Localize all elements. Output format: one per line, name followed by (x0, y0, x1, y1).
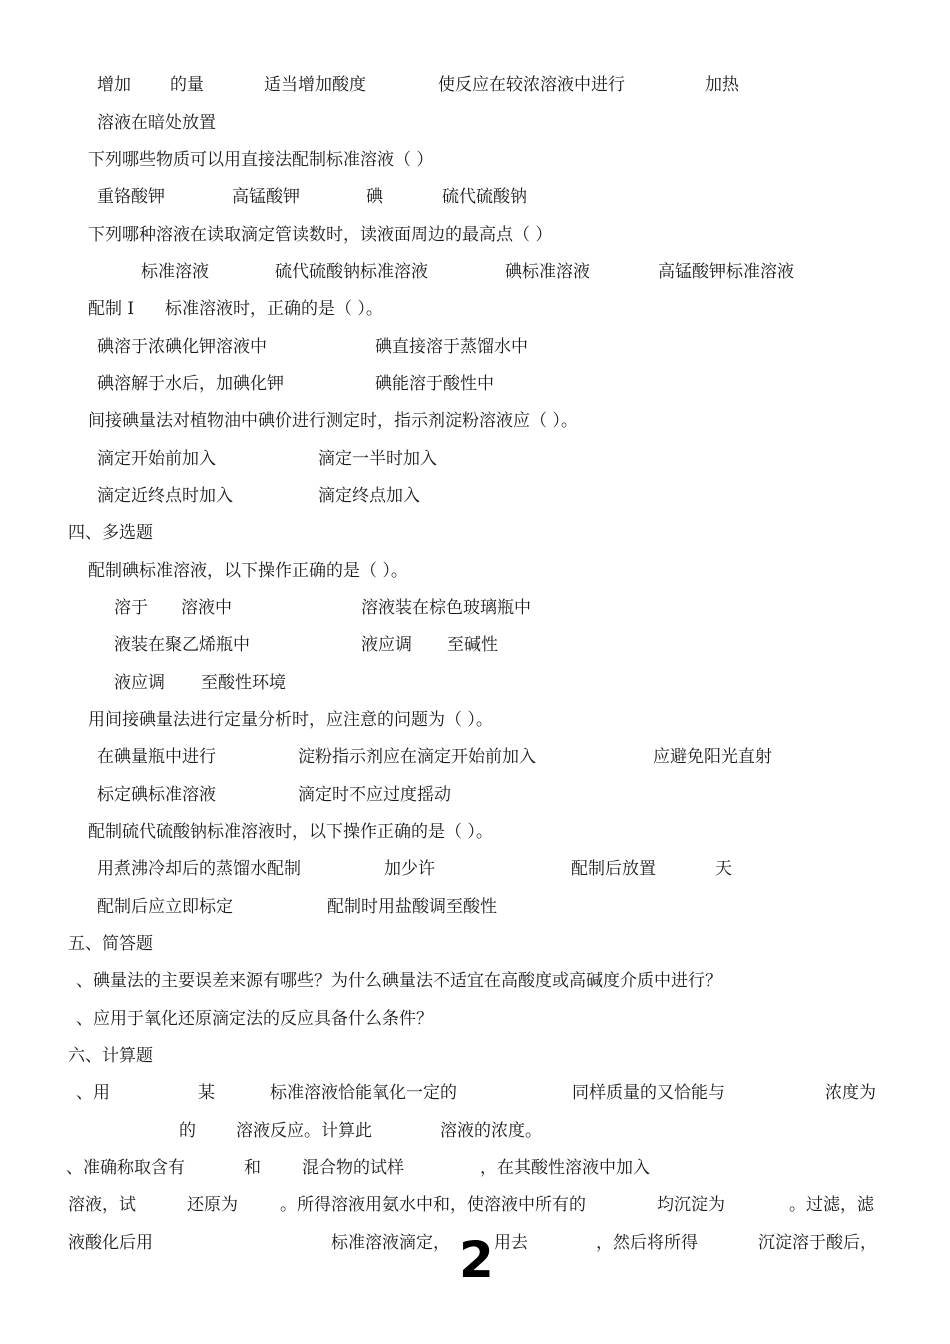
question-text: 的 (179, 1121, 196, 1141)
option-text: 滴定近终点时加入 (97, 486, 233, 506)
option-text: 至酸性环境 (201, 673, 286, 693)
option-text: 溶液装在棕色玻璃瓶中 (361, 598, 531, 618)
question-text: 溶液，试 (68, 1195, 136, 1215)
option-text: 碘能溶于酸性中 (375, 374, 494, 394)
option-text: 用煮沸冷却后的蒸馏水配制 (97, 859, 301, 879)
option-text: 淀粉指示剂应在滴定开始前加入 (298, 747, 536, 767)
text-line: 适当增加酸度 (264, 75, 366, 95)
option-text: 重铬酸钾 (97, 187, 165, 207)
question-text: 用去 (494, 1233, 528, 1253)
question-text: 配制碘标准溶液，以下操作正确的是（ ）。 (88, 561, 408, 581)
question-text: 、用 (76, 1083, 110, 1103)
page-number: 2 (459, 1231, 494, 1289)
option-text: 溶于 (114, 598, 148, 618)
question-text: 标准溶液时，正确的是（ ）。 (165, 299, 383, 319)
option-text: 配制后应立即标定 (97, 897, 233, 917)
option-text: 液应调 (361, 635, 412, 655)
question-text: 浓度为 (825, 1083, 876, 1103)
option-text: 硫代硫酸钠标准溶液 (275, 262, 428, 282)
question-text: 标准溶液滴定， (331, 1233, 450, 1253)
question-text: 溶液的浓度。 (440, 1121, 542, 1141)
option-text: 碘直接溶于蒸馏水中 (375, 337, 528, 357)
option-text: 标准溶液 (141, 262, 209, 282)
question-text: 。所得溶液用氨水中和，使溶液中所有的 (280, 1195, 586, 1215)
question-text: 下列哪些物质可以用直接法配制标准溶液（ ） (88, 150, 434, 170)
text-line: 使反应在较浓溶液中进行 (438, 75, 625, 95)
option-text: 标定碘标准溶液 (97, 785, 216, 805)
text-line: 溶液在暗处放置 (97, 113, 216, 133)
option-text: 在碘量瓶中进行 (97, 747, 216, 767)
question-text: 均沉淀为 (657, 1195, 725, 1215)
option-text: 滴定一半时加入 (318, 449, 437, 469)
question-text: 配制 I (88, 299, 135, 319)
question-text: 用间接碘量法进行定量分析时，应注意的问题为（ ）。 (88, 710, 493, 730)
question-text: 和 (244, 1158, 261, 1178)
option-text: 液应调 (114, 673, 165, 693)
option-text: 滴定时不应过度摇动 (298, 785, 451, 805)
question-text: 同样质量的又恰能与 (572, 1083, 725, 1103)
option-text: 碘 (366, 187, 383, 207)
question-text: ，然后将所得 (596, 1233, 698, 1253)
option-text: 硫代硫酸钠 (442, 187, 527, 207)
text-line: 的量 (170, 75, 204, 95)
option-text: 高锰酸钾 (232, 187, 300, 207)
question-text: 配制硫代硫酸钠标准溶液时，以下操作正确的是（ ）。 (88, 822, 493, 842)
option-text: 滴定终点加入 (318, 486, 420, 506)
option-text: 天 (715, 859, 732, 879)
question-text: 液酸化后用 (68, 1233, 153, 1253)
section-heading: 五、简答题 (68, 934, 153, 954)
option-text: 至碱性 (447, 635, 498, 655)
option-text: 高锰酸钾标准溶液 (658, 262, 794, 282)
option-text: 配制后放置 (571, 859, 656, 879)
question-text: 下列哪种溶液在读取滴定管读数时，读液面周边的最高点（ ） (88, 225, 553, 245)
question-text: 溶液反应。计算此 (236, 1121, 372, 1141)
text-line: 加热 (705, 75, 739, 95)
option-text: 液装在聚乙烯瓶中 (114, 635, 250, 655)
question-text: 沉淀溶于酸后， (758, 1233, 877, 1253)
option-text: 加少许 (384, 859, 435, 879)
text-line: 增加 (97, 75, 131, 95)
option-text: 滴定开始前加入 (97, 449, 216, 469)
option-text: 配制时用盐酸调至酸性 (327, 897, 497, 917)
question-text: 间接碘量法对植物油中碘价进行测定时，指示剂淀粉溶液应（ ）。 (88, 411, 578, 431)
option-text: 溶液中 (181, 598, 232, 618)
question-text: 混合物的试样 (302, 1158, 404, 1178)
section-heading: 四、多选题 (68, 523, 153, 543)
option-text: 应避免阳光直射 (653, 747, 772, 767)
question-text: 标准溶液恰能氧化一定的 (270, 1083, 457, 1103)
question-text: 还原为 (187, 1195, 238, 1215)
question-text: 、应用于氧化还原滴定法的反应具备什么条件？ (76, 1009, 433, 1029)
option-text: 碘溶解于水后，加碘化钾 (97, 374, 284, 394)
question-text: 某 (198, 1083, 215, 1103)
question-text: 、准确称取含有 (66, 1158, 185, 1178)
question-text: 。过滤，滤 (789, 1195, 874, 1215)
question-text: 、碘量法的主要误差来源有哪些？为什么碘量法不适宜在高酸度或高碱度介质中进行？ (76, 971, 722, 991)
option-text: 碘标准溶液 (505, 262, 590, 282)
section-heading: 六、计算题 (68, 1046, 153, 1066)
option-text: 碘溶于浓碘化钾溶液中 (97, 337, 267, 357)
question-text: ，在其酸性溶液中加入 (480, 1158, 650, 1178)
